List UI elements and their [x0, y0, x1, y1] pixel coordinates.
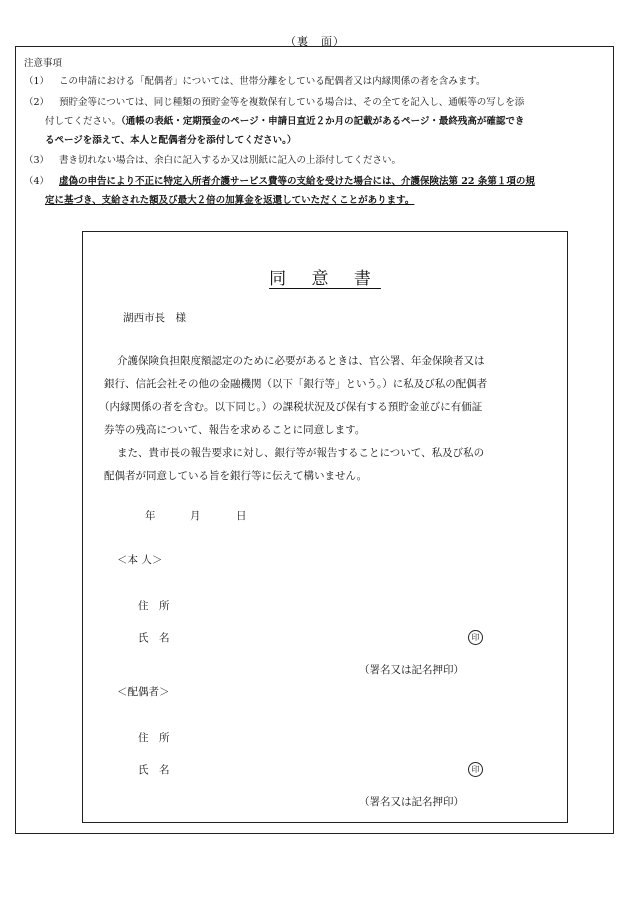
consent-body-line: 券等の残高について、報告を求めることに同意します。	[104, 424, 366, 436]
spouse-address-label: 住 所	[138, 732, 170, 744]
note-number: （1）	[24, 76, 50, 87]
note-text-cont: 付してください。（通帳の表紙・定期預金のページ・申請日直近２か月の記載があるページ・最終残高が確認でき	[45, 116, 525, 127]
consent-body-line: 配偶者が同意している旨を銀行等に伝えて構いません。	[104, 470, 368, 482]
note-text: 預貯金等については、同じ種類の預貯金等を複数保有している場合は、その全てを記入し、通帳等の写しを添	[59, 97, 525, 108]
date-month-label: 月	[190, 510, 201, 522]
note-text-warning: 虚偽の申告により不正に特定入所者介護サービス費等の支給を受けた場合には、介護保険法第 22 条第１項の規	[59, 176, 535, 187]
consent-body-line: また、貴市長の報告要求に対し、銀行等が報告することについて、私及び私の	[117, 447, 485, 459]
page-side-label: （裏 面）	[285, 35, 345, 48]
consent-title: 同 意 書	[269, 269, 381, 289]
spouse-signature-note: （署名又は記名押印）	[359, 796, 464, 808]
self-name-label: 氏 名	[138, 632, 170, 644]
self-heading: ＜本 人＞	[117, 554, 163, 566]
note-text-warning-cont: 定に基づき、支給された額及び最大２倍の加算金を返還していただくことがあります。	[45, 195, 415, 206]
date-day-label: 日	[236, 510, 247, 522]
self-signature-note: （署名又は記名押印）	[359, 664, 464, 676]
note-number: （4）	[24, 176, 50, 187]
date-year-label: 年	[145, 510, 156, 522]
note-text: この申請における「配偶者」については、世帯分離をしている配偶者又は内縁関係の者を含みます。	[59, 76, 486, 87]
addressee: 湖西市長 様	[123, 312, 186, 324]
consent-body-line: （内縁関係の者を含む。以下同じ。）の課税状況及び保有する預貯金並びに有価証	[99, 401, 483, 413]
note-number: （3）	[24, 155, 50, 166]
consent-body-line: 介護保険負担限度額認定のために必要があるときは、官公署、年金保険者又は	[117, 355, 485, 367]
form-outer-frame	[15, 46, 614, 834]
seal-mark-icon: 印	[468, 630, 483, 645]
note-text-cont-bold: るページを添えて、本人と配偶者分を添付してください。）	[45, 135, 297, 146]
seal-mark-icon: 印	[468, 762, 483, 777]
spouse-heading: ＜配偶者＞	[117, 686, 170, 698]
consent-form-box	[82, 231, 568, 823]
consent-body-line: 銀行、信託会社その他の金融機関（以下「銀行等」という。）に私及び私の配偶者	[104, 378, 488, 390]
notes-title: 注意事項	[24, 58, 63, 69]
self-address-label: 住 所	[138, 600, 170, 612]
note-number: （2）	[24, 97, 50, 108]
spouse-name-label: 氏 名	[138, 764, 170, 776]
note-text: 書き切れない場合は、余白に記入するか又は別紙に記入の上添付してください。	[59, 155, 402, 166]
